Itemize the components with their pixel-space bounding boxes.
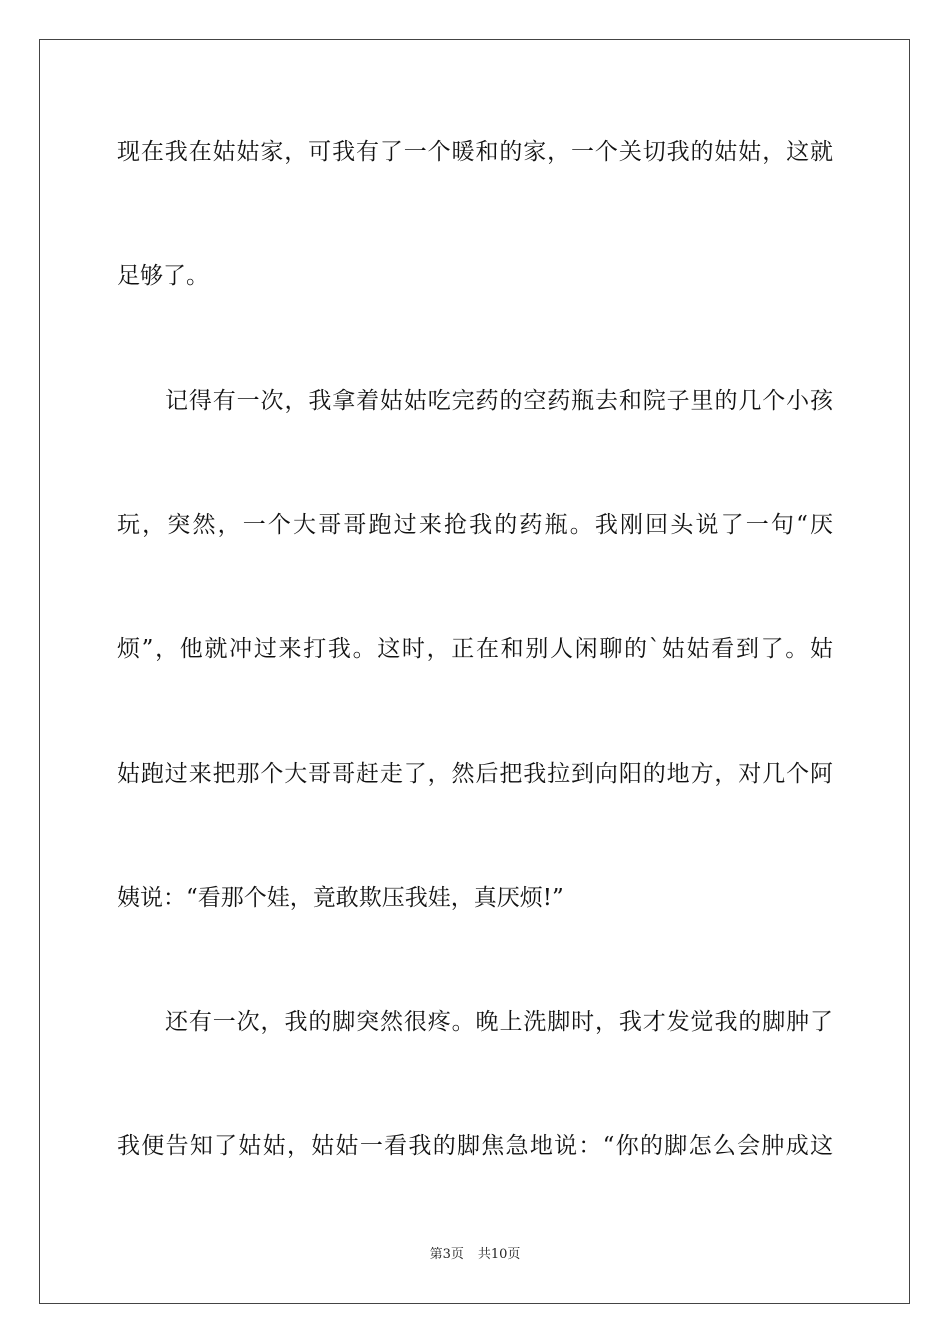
text-line-1: 现在我在姑姑家，可我有了一个暖和的家，一个关切我的姑姑，这就 xyxy=(117,139,833,165)
text-line-2: 足够了。 xyxy=(117,263,209,289)
text-line-8: 还有一次，我的脚突然很疼。晚上洗脚时，我才发觉我的脚肿了 xyxy=(165,1009,833,1035)
text-line-9: 我便告知了姑姑，姑姑一看我的脚焦急地说：“你的脚怎么会肿成这 xyxy=(117,1133,833,1159)
text-line-6: 姑跑过来把那个大哥哥赶走了，然后把我拉到向阳的地方，对几个阿 xyxy=(117,761,833,787)
text-line-4: 玩，突然，一个大哥哥跑过来抢我的药瓶。我刚回头说了一句“厌 xyxy=(117,512,833,538)
page-footer xyxy=(0,1246,950,1264)
text-line-3: 记得有一次，我拿着姑姑吃完药的空药瓶去和院子里的几个小孩 xyxy=(165,388,833,414)
page-total: 共10页 xyxy=(477,1247,521,1262)
page-number: 第3页 xyxy=(429,1247,464,1262)
page-border xyxy=(39,39,910,1304)
text-line-5: 烦”，他就冲过来打我。这时，正在和别人闲聊的`姑姑看到了。姑 xyxy=(117,636,833,662)
text-line-7: 姨说：“看那个娃，竟敢欺压我娃，真厌烦!” xyxy=(117,885,564,911)
